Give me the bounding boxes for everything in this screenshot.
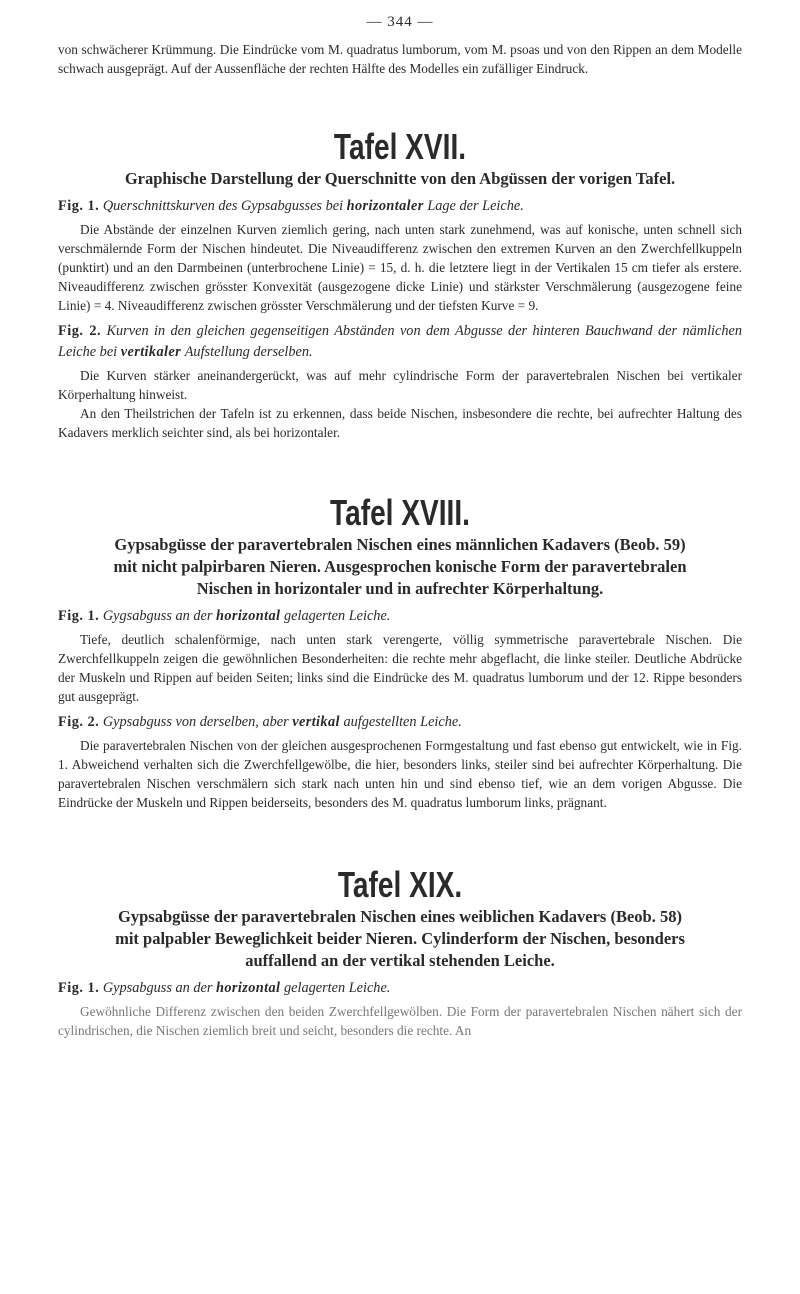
tafel-18-fig-2-text: Die paravertebralen Nischen von der gleichen ausgesprochenen Formgestaltung und fast ebenso gut entwickelt, wie in Fig. 1. Abweichend verhalten sich die Zwerchfellgewölbe, die hier, besonders links, steiler sind bei aufrechter Körperhaltung. Die paravertebralen Nischen verschmälern sich stark nach unten hin und sind ebenso tief, wie an dem vorigen Abgusse. Die Eindrücke der Muskeln und Rippen beiderseits, besonders des M. quadratus lumborum links, prägnant. bbox=[58, 738, 742, 810]
caption-text: Gypsabguss von derselben, aber bbox=[102, 714, 289, 730]
caption-text: Querschnittskurven des Gypsabgusses bei bbox=[102, 198, 344, 214]
caption-text: Kurven in den gleichen gegenseitigen Abständen von dem Abgusse der hinteren Bauchwand der nämlichen Leiche bei bbox=[58, 323, 743, 360]
tafel-17-subtitle: Graphische Darstellung der Querschnitte von den Abgüssen der vorigen Tafel. bbox=[124, 169, 676, 188]
tafel-18-fig-2-caption bbox=[58, 712, 742, 733]
caption-emphasis: vertikal bbox=[292, 714, 340, 730]
tafel-18-subtitle-line-1: Gypsabgüsse der paravertebralen Nischen eines männlichen Kadavers (Beob. 59) bbox=[114, 535, 686, 554]
fig-label: Fig. 1. bbox=[58, 198, 100, 214]
tafel-19-subtitle-line-1: Gypsabgüsse der paravertebralen Nischen eines weiblichen Kadavers (Beob. 58) bbox=[118, 907, 682, 926]
fig-label: Fig. 2. bbox=[58, 323, 102, 339]
caption-emphasis: vertikaler bbox=[120, 344, 182, 360]
fig-label: Fig. 1. bbox=[58, 608, 100, 624]
tafel-19-subtitle-line-3: auffallend an der vertikal stehenden Leiche. bbox=[245, 951, 555, 970]
tafel-18-fig-1-text: Tiefe, deutlich schalenförmige, nach unten stark verengerte, völlig symmetrische paravertebrale Nischen. Die Zwerchfellkuppeln zeigen die gewöhnlichen Besonderheiten: die rechte mehr abgeflacht, die linke steiler. Deutliche Abdrücke der Muskeln und Rippen auf beiden Seiten; links sind die Eindrücke des M. quadratus lumborum und der 12. Rippe besonders gut ausgeprägt. bbox=[58, 632, 742, 704]
tafel-17-fig-2-caption bbox=[58, 321, 742, 363]
tafel-19-fig-1-text: Gewöhnliche Differenz zwischen den beiden Zwerchfellgewölben. Die Form der paravertebralen Nischen nähert sich der cylindrischen, die Nischen ziemlich breit und seicht, besonders die rechte. An bbox=[58, 1004, 742, 1038]
caption-text: Gygsabguss an der bbox=[102, 608, 213, 624]
caption-text: Lage der Leiche. bbox=[427, 198, 524, 214]
tafel-18-subtitle-line-2: mit nicht palpirbaren Nieren. Ausgesprochen konische Form der paravertebralen bbox=[113, 557, 687, 576]
tafel-19-fig-1-caption bbox=[58, 978, 742, 999]
caption-text: Gypsabguss an der bbox=[102, 980, 213, 996]
fig-label: Fig. 1. bbox=[58, 980, 100, 996]
caption-emphasis: horizontal bbox=[216, 608, 281, 624]
caption-text: gelagerten Leiche. bbox=[283, 608, 391, 624]
caption-text: gelagerten Leiche. bbox=[283, 980, 391, 996]
tafel-17-fig-2-text-2: An den Theilstrichen der Tafeln ist zu erkennen, dass beide Nischen, insbesondere die rechte, bei aufrechter Haltung des Kadavers merklich seichter sind, als bei horizontaler. bbox=[58, 406, 742, 440]
intro-paragraph: von schwächerer Krümmung. Die Eindrücke vom M. quadratus lumborum, vom M. psoas und von den Rippen an dem Modelle schwach ausgeprägt. Auf der Aussenfläche der rechten Hälfte des Modelles ein zufälliger Eindruck. bbox=[58, 42, 742, 76]
caption-text: Aufstellung derselben. bbox=[184, 344, 313, 360]
tafel-17-title: Tafel XVII. bbox=[333, 126, 467, 167]
caption-emphasis: horizontal bbox=[216, 980, 281, 996]
fig-label: Fig. 2. bbox=[58, 714, 100, 730]
caption-emphasis: horizontaler bbox=[346, 198, 424, 214]
page-number: — 344 — bbox=[366, 14, 434, 30]
tafel-18-fig-1-caption bbox=[58, 606, 742, 627]
tafel-17-fig-1-caption bbox=[58, 196, 742, 217]
tafel-19-title: Tafel XIX. bbox=[337, 864, 463, 905]
tafel-17-fig-2-text-1: Die Kurven stärker aneinandergerückt, was auf mehr cylindrische Form der paravertebralen Nischen bei vertikaler Körperhaltung hinweist. bbox=[58, 368, 742, 402]
caption-text: aufgestellten Leiche. bbox=[343, 714, 462, 730]
tafel-19-subtitle-line-2: mit palpabler Beweglichkeit beider Nieren. Cylinderform der Nischen, besonders bbox=[115, 929, 685, 948]
tafel-18-subtitle-line-3: Nischen in horizontaler und in aufrechter Körperhaltung. bbox=[196, 579, 604, 598]
tafel-18-title: Tafel XVIII. bbox=[330, 492, 470, 533]
tafel-17-fig-1-text: Die Abstände der einzelnen Kurven ziemlich gering, nach unten stark zunehmend, was auf konische, unten schnell sich verschmälernde Form der Nischen hindeutet. Die Niveaudifferenz zwischen den extremen Kurven an den Zwerchfellkuppeln (punktirt) und an den Darmbeinen (unterbrochene Linie) = 15, d. h. die letztere liegt in der Vertikalen 15 cm tiefer als erstere. Niveaudifferenz zwischen grösster Konvexität (ausgezogene dicke Linie) und stärkster Verschmälerung (ausgezogene feine Linie) = 4. Niveaudifferenz zwischen grösster Verschmälerung und der tiefsten Kurve = 9. bbox=[58, 222, 742, 313]
